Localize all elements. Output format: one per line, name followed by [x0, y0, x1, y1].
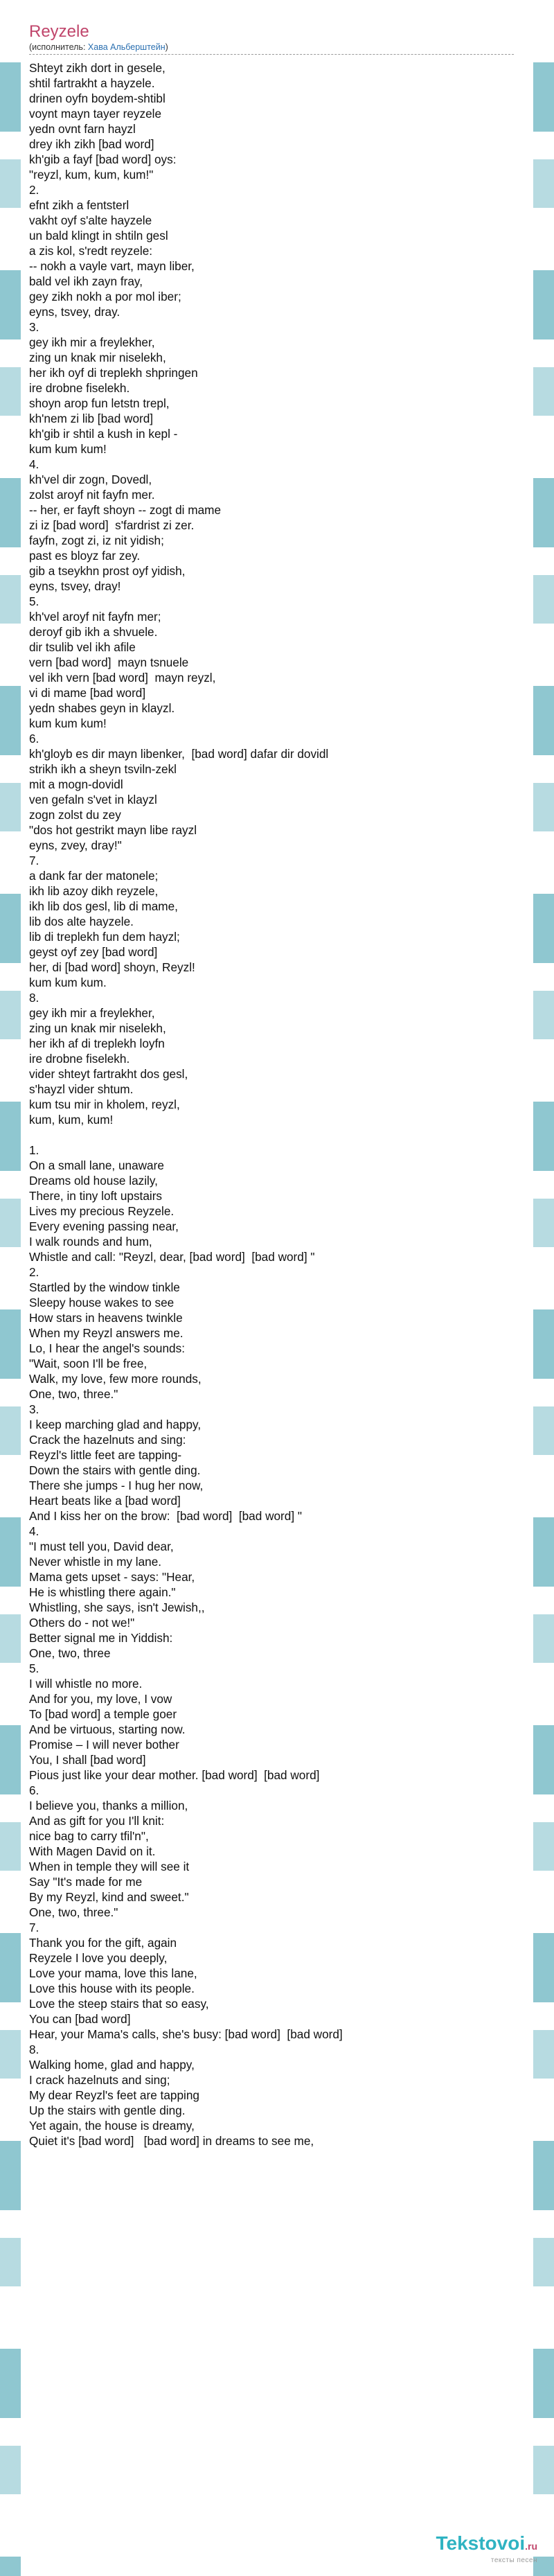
- lyric-line: lib di treplekh fun dem hayzl;: [29, 930, 180, 944]
- lyric-line: Down the stairs with gentle ding.: [29, 1463, 201, 1477]
- lyric-line: He is whistling there again.": [29, 1585, 176, 1599]
- lyric-line: Startled by the window tinkle: [29, 1280, 180, 1294]
- lyric-line: her ikh af di treplekh loyfn: [29, 1036, 165, 1050]
- lyric-line: eyns, zvey, dray!": [29, 838, 122, 852]
- lyric-line: gey ikh mir a freylekher,: [29, 335, 155, 349]
- lyric-line: s'hayzl vider shtum.: [29, 1082, 134, 1096]
- lyric-line: I believe you, thanks a million,: [29, 1799, 188, 1812]
- lyric-line: Lives my precious Reyzele.: [29, 1204, 175, 1218]
- lyric-line: Say "It's made for me: [29, 1875, 143, 1889]
- song-title: Reyzele: [29, 22, 89, 41]
- lyric-line: ven gefaln s'vet in klayzl: [29, 793, 157, 806]
- lyric-line: lib dos alte hayzele.: [29, 915, 134, 928]
- lyric-line: zi iz [bad word] s'fardrist zi zer.: [29, 518, 195, 532]
- lyric-line: drinen oyfn boydem-shtibl: [29, 91, 166, 105]
- lyric-line: Hear, your Mama's calls, she's busy: [bad word] [bad word]: [29, 2027, 343, 2041]
- lyric-line: One, two, three: [29, 1646, 111, 1660]
- lyric-line: I walk rounds and hum,: [29, 1235, 152, 1249]
- lyric-line: And I kiss her on the brow: [bad word] [bad word] ": [29, 1509, 302, 1523]
- lyric-line: 2.: [29, 183, 39, 197]
- lyric-line: Better signal me in Yiddish:: [29, 1631, 173, 1645]
- lyric-line: "I must tell you, David dear,: [29, 1540, 174, 1553]
- left-decorative-strip: [0, 0, 21, 2576]
- lyric-line: "reyzl, kum, kum, kum!": [29, 168, 154, 182]
- lyric-line: 4.: [29, 457, 39, 471]
- lyric-line: Walk, my love, few more rounds,: [29, 1372, 202, 1386]
- lyric-line: Love the steep stairs that so easy,: [29, 1997, 209, 2011]
- lyric-line: kh'gib ir shtil a kush in kepl -: [29, 427, 178, 441]
- right-decorative-strip: [533, 0, 554, 2576]
- lyric-line: There she jumps - I hug her now,: [29, 1479, 204, 1492]
- lyric-line: 6.: [29, 1783, 39, 1797]
- lyric-line: I crack hazelnuts and sing;: [29, 2073, 170, 2087]
- lyric-line: mit a mogn-dovidl: [29, 777, 123, 791]
- lyric-line: vi di mame [bad word]: [29, 686, 146, 700]
- lyric-line: Quiet it's [bad word] [bad word] in dreams to see me,: [29, 2134, 314, 2148]
- lyric-line: -- her, er fayft shoyn -- zogt di mame: [29, 503, 222, 517]
- logo-name: Tekstovoi: [436, 2532, 526, 2554]
- lyric-line: Promise – I will never bother: [29, 1738, 179, 1752]
- lyric-line: a dank far der matonele;: [29, 869, 159, 883]
- lyric-line: Love your mama, love this lane,: [29, 1966, 197, 1980]
- lyric-line: zogn zolst du zey: [29, 808, 121, 822]
- lyric-line: -- nokh a vayle vart, mayn liber,: [29, 259, 195, 273]
- lyric-line: fayfn, zogt zi, iz nit yidish;: [29, 533, 164, 547]
- lyric-line: kh'gloyb es dir mayn libenker, [bad word] dafar dir dovidl: [29, 747, 329, 761]
- performer-link[interactable]: Хава Альберштейн: [87, 42, 166, 52]
- lyric-line: 8.: [29, 2043, 39, 2056]
- lyrics-text: [29, 60, 525, 2149]
- lyric-line: bald vel ikh zayn fray,: [29, 274, 143, 288]
- lyric-line: kh'vel dir zogn, Dovedl,: [29, 473, 152, 486]
- lyric-line: 6.: [29, 732, 39, 746]
- lyric-line: My dear Reyzl's feet are tapping: [29, 2088, 199, 2102]
- logo-tagline: тексты песен: [490, 2557, 537, 2564]
- lyric-line: shtil fartrakht a hayzele.: [29, 76, 155, 90]
- lyric-line: One, two, three.": [29, 1905, 118, 1919]
- lyric-line: 3.: [29, 1402, 39, 1416]
- lyric-line: When in temple they will see it: [29, 1860, 190, 1873]
- lyric-line: vider shteyt fartrakht dos gesl,: [29, 1067, 188, 1081]
- lyric-line: Sleepy house wakes to see: [29, 1296, 175, 1309]
- lyric-line: One, two, three.": [29, 1387, 118, 1401]
- lyric-line: 7.: [29, 854, 39, 867]
- site-logo[interactable]: [436, 2533, 537, 2565]
- lyric-line: With Magen David on it.: [29, 1844, 156, 1858]
- lyric-line: Others do - not we!": [29, 1616, 135, 1630]
- lyric-line: Yet again, the house is dreamy,: [29, 2119, 195, 2133]
- lyric-line: Crack the hazelnuts and sing:: [29, 1433, 186, 1447]
- lyric-line: dir tsulib vel ikh afile: [29, 640, 136, 654]
- lyric-line: Every evening passing near,: [29, 1219, 179, 1233]
- lyric-line: kh'gib a fayf [bad word] oys:: [29, 152, 177, 166]
- lyric-line: ire drobne fiselekh.: [29, 381, 130, 395]
- performer-line: [29, 42, 514, 55]
- lyric-line: ikh lib dos gesl, lib di mame,: [29, 899, 178, 913]
- lyric-line: eyns, tsvey, dray.: [29, 305, 120, 319]
- lyric-line: efnt zikh a fentsterl: [29, 198, 129, 212]
- lyric-line: Shteyt zikh dort in gesele,: [29, 61, 166, 75]
- lyric-line: zolst aroyf nit fayfn mer.: [29, 488, 155, 502]
- lyric-line: Love this house with its people.: [29, 1982, 195, 1995]
- lyric-line: Pious just like your dear mother. [bad word] [bad word]: [29, 1768, 320, 1782]
- lyric-line: Never whistle in my lane.: [29, 1555, 162, 1569]
- lyric-line: Thank you for the gift, again: [29, 1936, 177, 1950]
- lyric-line: shoyn arop fun letstn trepl,: [29, 396, 170, 410]
- lyric-line: 1.: [29, 1143, 39, 1157]
- lyric-line: deroyf gib ikh a shvuele.: [29, 625, 158, 639]
- lyric-line: 4.: [29, 1524, 39, 1538]
- lyric-line: kum tsu mir in kholem, reyzl,: [29, 1097, 180, 1111]
- lyric-line: "dos hot gestrikt mayn libe rayzl: [29, 823, 197, 837]
- lyric-line: You can [bad word]: [29, 2012, 131, 2026]
- lyric-line: eyns, tsvey, dray!: [29, 579, 121, 593]
- lyric-line: gib a tseykhn prost oyf yidish,: [29, 564, 186, 578]
- lyric-line: drey ikh zikh [bad word]: [29, 137, 154, 151]
- lyric-line: yedn ovnt farn hayzl: [29, 122, 136, 136]
- lyric-line: On a small lane, unaware: [29, 1158, 164, 1172]
- lyric-line: kum kum kum!: [29, 716, 107, 730]
- performer-prefix: (исполнитель:: [29, 42, 88, 52]
- lyric-line: Up the stairs with gentle ding.: [29, 2103, 186, 2117]
- lyric-line: Mama gets upset - says: "Hear,: [29, 1570, 195, 1584]
- lyric-line: Heart beats like a [bad word]: [29, 1494, 181, 1508]
- lyric-line: past es bloyz far zey.: [29, 549, 141, 563]
- lyric-line: Whistling, she says, isn't Jewish,,: [29, 1600, 205, 1614]
- lyric-line: "Wait, soon I'll be free,: [29, 1357, 148, 1370]
- lyric-line: Lo, I hear the angel's sounds:: [29, 1341, 185, 1355]
- lyric-line: vel ikh vern [bad word] mayn reyzl,: [29, 671, 216, 685]
- lyric-line: voynt mayn tayer reyzele: [29, 107, 162, 121]
- lyric-line: 2.: [29, 1265, 39, 1279]
- lyric-line: kh'vel aroyf nit fayfn mer;: [29, 610, 161, 624]
- lyric-line: nice bag to carry tfil'n",: [29, 1829, 149, 1843]
- lyric-line: [29, 1127, 525, 1143]
- lyric-line: yedn shabes geyn in klayzl.: [29, 701, 175, 715]
- lyric-line: zing un knak mir niselekh,: [29, 1021, 166, 1035]
- lyric-line: 7.: [29, 1921, 39, 1934]
- lyric-line: Reyzl's little feet are tapping-: [29, 1448, 182, 1462]
- lyric-line: a zis kol, s'redt reyzele:: [29, 244, 153, 258]
- lyric-line: Walking home, glad and happy,: [29, 2058, 195, 2072]
- lyric-line: vern [bad word] mayn tsnuele: [29, 655, 189, 669]
- lyric-line: zing un knak mir niselekh,: [29, 351, 166, 364]
- performer-suffix: ): [165, 42, 168, 52]
- lyric-line: kum kum kum!: [29, 442, 107, 456]
- lyrics-sheet: [21, 12, 533, 2569]
- lyric-line: kum kum kum.: [29, 976, 107, 989]
- lyric-line: ikh lib azoy dikh reyzele,: [29, 884, 159, 898]
- lyric-line: kh'nem zi lib [bad word]: [29, 412, 154, 425]
- lyric-line: her, di [bad word] shoyn, Reyzl!: [29, 960, 195, 974]
- lyric-line: To [bad word] a temple goer: [29, 1707, 177, 1721]
- lyric-line: By my Reyzl, kind and sweet.": [29, 1890, 189, 1904]
- lyric-line: gey ikh mir a freylekher,: [29, 1006, 155, 1020]
- lyric-line: You, I shall [bad word]: [29, 1753, 146, 1767]
- lyric-line: her ikh oyf di treplekh shpringen: [29, 366, 198, 380]
- lyric-line: ire drobne fiselekh.: [29, 1052, 130, 1066]
- lyric-line: geyst oyf zey [bad word]: [29, 945, 158, 959]
- lyric-line: And as gift for you I'll knit:: [29, 1814, 165, 1828]
- lyric-line: There, in tiny loft upstairs: [29, 1189, 163, 1203]
- lyric-line: I will whistle no more.: [29, 1677, 143, 1691]
- lyric-line: And for you, my love, I vow: [29, 1692, 172, 1706]
- lyric-line: 8.: [29, 991, 39, 1005]
- lyric-line: 5.: [29, 1661, 39, 1675]
- logo-tld: .ru: [525, 2541, 537, 2552]
- lyric-line: strikh ikh a sheyn tsviln-zekl: [29, 762, 177, 776]
- lyric-line: And be virtuous, starting now.: [29, 1722, 186, 1736]
- lyric-line: How stars in heavens twinkle: [29, 1311, 183, 1325]
- lyric-line: un bald klingt in shtiln gesl: [29, 229, 168, 242]
- lyric-line: I keep marching glad and happy,: [29, 1418, 202, 1431]
- lyric-line: Dreams old house lazily,: [29, 1174, 158, 1188]
- lyric-line: 3.: [29, 320, 39, 334]
- lyric-line: kum, kum, kum!: [29, 1113, 114, 1127]
- lyric-line: Reyzele I love you deeply,: [29, 1951, 168, 1965]
- lyric-line: Whistle and call: "Reyzl, dear, [bad word] [bad word] ": [29, 1250, 315, 1264]
- lyric-line: gey zikh nokh a por mol iber;: [29, 290, 181, 303]
- lyric-line: When my Reyzl answers me.: [29, 1326, 184, 1340]
- lyric-line: 5.: [29, 594, 39, 608]
- lyric-line: vakht oyf s'alte hayzele: [29, 213, 152, 227]
